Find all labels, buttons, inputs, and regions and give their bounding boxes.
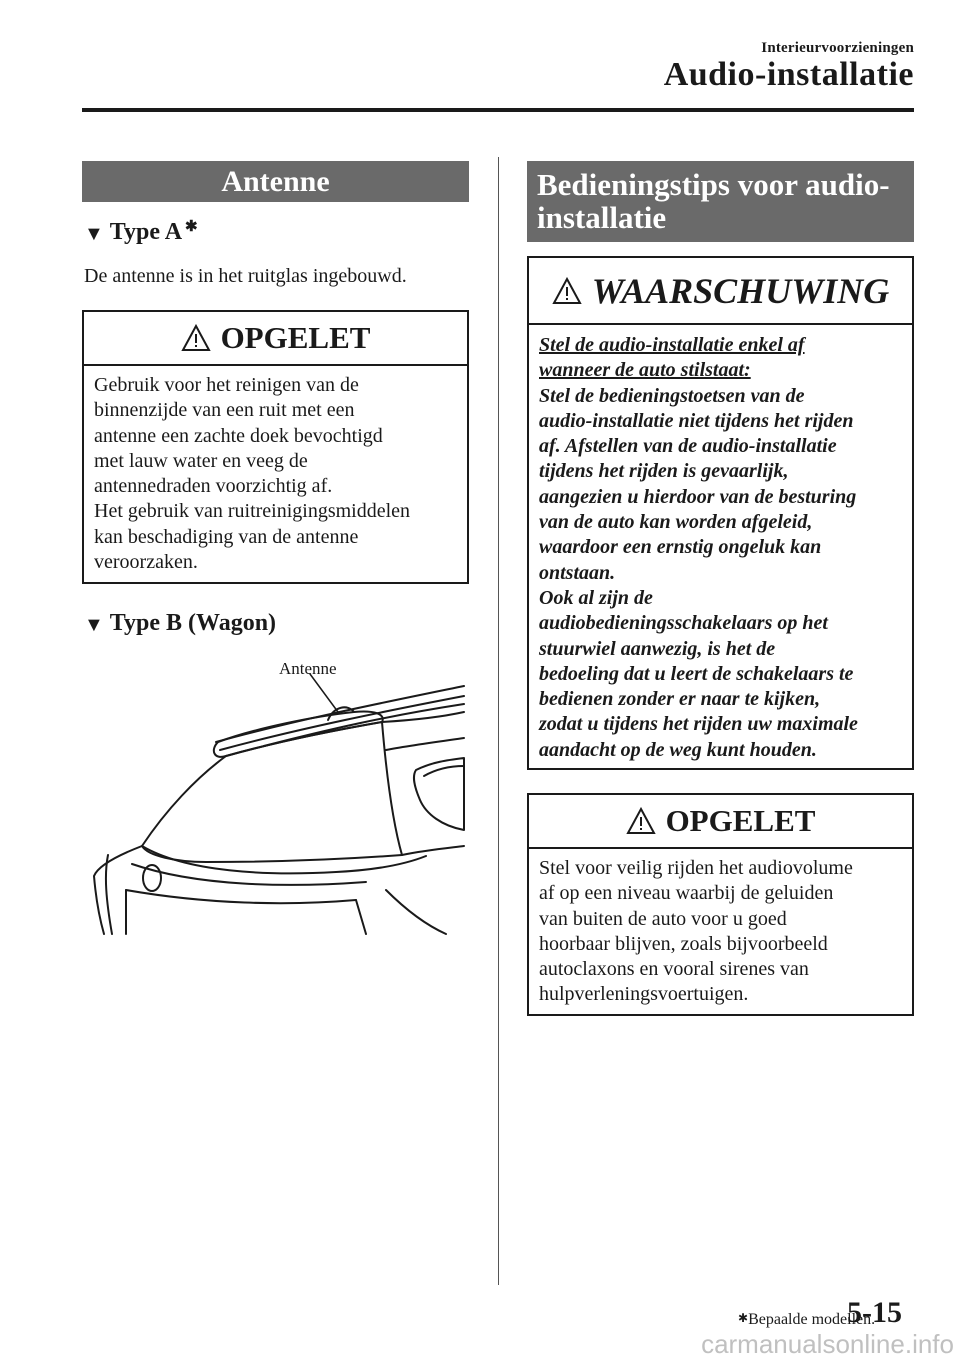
caution-line: binnenzijde van een ruit met een (94, 399, 355, 422)
column-divider (498, 157, 499, 1285)
warning-line: stuurwiel aanwezig, is het de (539, 637, 776, 660)
car-illustration (86, 650, 466, 935)
warning-triangle-icon (181, 324, 211, 352)
warning-box (527, 256, 914, 770)
caution-header-right (529, 795, 912, 849)
warning-heading-line: Stel de audio-installatie enkel af (539, 334, 805, 356)
caution-header-left (84, 312, 467, 366)
caution-line: antennedraden voorzichtig af. (94, 475, 333, 498)
watermark: carmanualsonline.info (701, 1329, 954, 1359)
caution-line: met lauw water en veeg de (94, 449, 308, 472)
warning-line: tijdens het rijden is gevaarlijk, (539, 460, 789, 483)
banner-antenne: Antenne (82, 161, 469, 202)
caution-line: antenne een zachte doek bevochtigd (94, 424, 383, 447)
subhead-type-b-label: Type B (Wagon) (109, 610, 277, 636)
warning-triangle-icon (552, 277, 582, 305)
warning-line: aangezien u hierdoor van de besturing (539, 485, 857, 508)
caution-line: af op een niveau waarbij de geluiden (539, 882, 834, 905)
caution-line: Het gebruik van ruitreinigingsmiddelen (94, 500, 411, 523)
warning-line: aandacht op de weg kunt houden. (539, 738, 817, 761)
warning-line: audio-installatie niet tijdens het rijden (539, 409, 854, 432)
section-name: Interieurvoorzieningen (761, 40, 914, 56)
caution-body-left (84, 366, 467, 575)
warning-heading-line: wanneer de auto stilstaat: (539, 359, 751, 382)
caution-line: hulpverleningsvoertuigen. (539, 983, 749, 1006)
caution-line: van buiten de auto voor u goed (539, 907, 787, 930)
warning-triangle-icon (626, 807, 656, 835)
warning-line: audiobedieningsschakelaars op het (539, 612, 828, 635)
page-number: 5-15 (847, 1296, 902, 1329)
illustration-label: Antenne (279, 659, 337, 678)
star-icon: ✱ (738, 1311, 749, 1325)
warning-line: van de auto kan worden afgeleid, (539, 511, 813, 534)
caution-body-right (529, 849, 912, 1008)
header-rule (82, 108, 914, 112)
caution-title-right: OPGELET (665, 803, 816, 838)
caution-box-right (527, 793, 914, 1016)
triangle-down-icon: ▼ (84, 223, 104, 245)
caution-line: Gebruik voor het reinigen van de (94, 374, 359, 396)
caution-line: hoorbaar blijven, zoals bijvoorbeeld (539, 932, 828, 955)
warning-line: ontstaan. (539, 561, 616, 584)
caution-line: kan beschadiging van de antenne (94, 525, 359, 548)
warning-line: af. Afstellen van de audio-installatie (539, 435, 837, 458)
warning-line: zodat u tijdens het rijden uw maximale (539, 713, 858, 736)
warning-header (529, 258, 912, 325)
warning-line: Stel de bedieningstoetsen van de (539, 384, 805, 407)
subhead-type-a (84, 219, 198, 249)
caution-line: veroorzaken. (94, 551, 198, 574)
warning-line: bedoeling dat u leert de schakelaars te (539, 662, 854, 685)
warning-line: waardoor een ernstig ongeluk kan (539, 536, 822, 559)
caution-title-left: OPGELET (220, 320, 371, 355)
subhead-type-b (84, 610, 276, 640)
banner-tips: Bedieningstips voor audio-installatie (527, 161, 914, 242)
page-title: Audio-installatie (663, 56, 914, 93)
warning-body (529, 325, 912, 763)
car-rear-drawing (86, 650, 466, 935)
star-icon: ✱ (185, 219, 198, 235)
warning-line: Ook al zijn de (539, 586, 653, 609)
subhead-type-a-label: Type A (109, 219, 183, 245)
caution-line: Stel voor veilig rijden het audiovolume (539, 857, 853, 879)
type-a-text: De antenne is in het ruitglas ingebouwd. (84, 265, 407, 287)
warning-title: WAARSCHUWING (591, 270, 890, 311)
triangle-down-icon: ▼ (84, 614, 104, 636)
warning-line: bedienen zonder er naar te kijken, (539, 688, 821, 711)
footer-note-text: Bepaalde modellen. (748, 1311, 876, 1328)
caution-box-left (82, 310, 469, 584)
caution-line: autoclaxons en vooral sirenes van (539, 958, 809, 981)
